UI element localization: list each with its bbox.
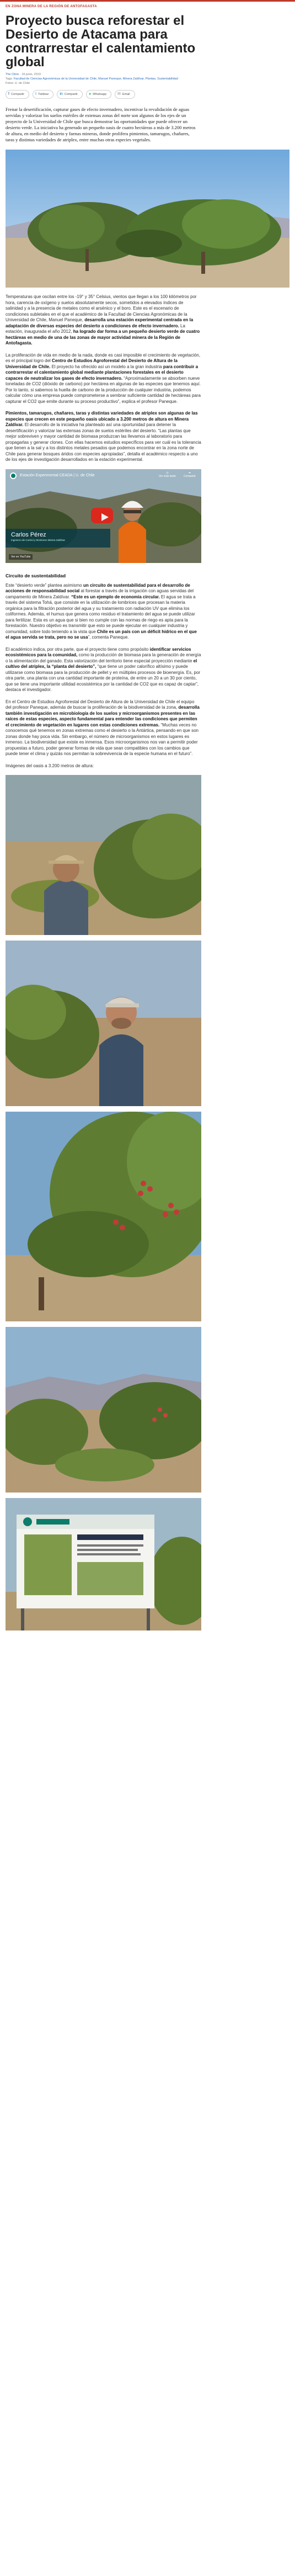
whatsapp-icon: ● [88, 92, 92, 96]
tags-label: Tags: [6, 77, 13, 81]
paragraph: La proliferación de vida en medio de la nada, donde es casi imposible el crecimiento de vegetación, es el principal logro del Centro de Estudios Agroforestal del Desierto de Altura de la Universidad de Chile. El proyecto ha ofrecido así un modelo a la gran industria para contribuir a contrarrestar el calentamiento global mediante plantaciones forestales en el desierto capaces de neutralizar los gases de efecto invernadero. “Aproximadamente se absorben nueve toneladas de CO2 (dióxido de carbono) por hectárea en algunas de las especies que tenemos aquí. Por lo tanto, si sabemos la huella de carbono de la producción de cualquier industria, podemos calcular cómo una empresa puede comprometerse a sembrar suficiente cantidad de hectáreas para capturar el CO2 que emite durante su proceso productivo”, explica el profesor Paneque. [6, 352, 201, 404]
man-with-cap-photo [6, 941, 201, 1106]
article-body [6, 294, 201, 463]
youtube-video-embed[interactable] [6, 469, 201, 563]
watch-on-youtube-link[interactable]: Ver en YouTube [9, 554, 33, 560]
email-icon: ✉ [117, 92, 121, 96]
linkedin-icon: in [60, 92, 63, 96]
ceada-sign-photo [6, 1498, 201, 1630]
publish-date: · 16 junio, 2019 · [19, 73, 43, 76]
paragraph: Temperaturas que oscilan entre los -19° y 35° Celsius, vientos que llegan a los 100 kilómetros por hora, carencia de oxígeno y suelos absolutamente secos, sometidos a elevados índices de salinidad y a la presencia de metales como el arsénico y el boro. Este es el escenario de condiciones subletales en el que el académico de la Facultad de Ciencias Agronómicas de la Universidad de Chile, Manuel Paneque, desarrolla una estación experimental centrada en la adaptación de diversas especies del desierto a condiciones de efecto invernadero. La estación, inaugurada el año 2012, ha logrado dar forma a un pequeño desierto verde de cuatro hectáreas en medio de una de las zonas de mayor actividad minera de la Región de Antofagasta. [6, 294, 200, 346]
paragraph: En el Centro de Estudios Agroforestal del Desierto de Altura de la Universidad de Chile el equipo del profesor Paneque, además de buscar la proliferación de la biodiversidad de la zona, desarrolla también investigación en microbiología de los suelos y microorganismos presentes en las raíces de estas especies, aspecto fundamental para entender las condiciones que permiten el crecimiento de vegetación en lugares con estas condiciones extremas. “Muchas veces no conocemos qué tenemos en zonas extremas como el desierto o la Antártica, pensando en que son zonas donde hay poca vida. Sin embargo, el número de microorganismos en estos lugares es inmenso. La biodiversidad que existe es inmensa. Esos microorganismos nos van a permitir poder propuestas a futuro, poder generar formas de vida que sean compatibles con los cambios que puede tener el clima y quizás nos permitan la sobrevivencia de la especie humana en el futuro”. [6, 699, 200, 756]
video-share-button[interactable]: ➦ Compartir [184, 471, 196, 478]
author-link[interactable]: The Clinic [6, 73, 19, 76]
hero-image [6, 150, 289, 288]
desert-trees-photo [6, 150, 289, 288]
play-button[interactable] [91, 508, 113, 523]
facebook-share-button[interactable]: f Compartir [6, 90, 29, 99]
section-heading: Circuito de sustentabilidad [6, 572, 66, 578]
channel-logo-icon [10, 472, 17, 479]
twitter-share-button[interactable]: t Twittear [33, 90, 53, 99]
pepper-tree-berries-photo [6, 1112, 201, 1321]
share-arrow-icon: ➦ [188, 471, 191, 475]
lower-third: Carlos Pérez Ingeniero de Control y Monitoreo Minera Zaldívar [6, 529, 110, 548]
gallery-image[interactable] [6, 775, 201, 935]
watch-later-button[interactable]: ◷ Ver más tarde [158, 471, 176, 478]
gallery-image[interactable] [6, 1112, 201, 1321]
twitter-icon: t [35, 92, 37, 96]
whatsapp-share-button[interactable]: ● Whatsapp [86, 90, 111, 99]
man-kneeling-photo [6, 775, 201, 935]
facebook-icon: f [8, 92, 9, 96]
paragraph: El académico indica, por otra parte, que el proyecto tiene como propósito identificar servicios ecosistémicos para la comunidad, como la producción de biomasa para la generación de energía o la alimentación del ganado. Esta valorización del territorio tiene especial proyección mediante el cultivo del atriplex, la “planta del desierto”, “que tiene un poder calorífico altísimo y puede utilizarse como biomasa para la producción de pellet y en múltiples procesos de bioenergía. Es, por otra parte, una planta con una cantidad importante de proteína, de entre un 20 a un 30 por ciento, que se tiene una importante utilidad ecosistémica por la cantidad de CO2 que es capaz de captar”, destaca el investigador. [6, 646, 201, 692]
gallery-image[interactable] [6, 941, 201, 1106]
article-body-2 [6, 573, 201, 769]
share-bar [6, 90, 289, 99]
tags-links[interactable]: Facultad de Ciencias Agronómicas de la Universidad de Chile, Manuel Paneque, Minera Zaldívar, Plantas, Sustentabilidad [13, 77, 178, 81]
article [0, 5, 295, 1630]
linkedin-share-button[interactable]: in Compartir [57, 90, 83, 99]
article-meta [6, 72, 289, 86]
video-title[interactable]: Estación Experimental CEADA | U. de Chile [10, 472, 95, 479]
article-lead: Frenar la desertificación, capturar gases de efecto invernadero, incentivar la revalidación de aguas servidas y valorizar los suelos estériles de extensas zonas del norte son algunos de los ejes de un proyecto de la Universidad de Chile que busca demostrar las oportunidades que puede ofrecer un desierto verde. La iniciativa ha generado un pequeño oasis de cuatro hectáreas a más de 3.200 metros de altura, en medio del desierto y faenas mineras, donde prolifera pimientos, tamarugos, chañares, taras y distintas variedades de atriplex, entre muchas otras especies vegetales. [6, 107, 196, 142]
gallery-image[interactable] [6, 1327, 201, 1493]
clock-icon: ◷ [166, 471, 169, 475]
email-share-button[interactable]: ✉ Email [115, 90, 135, 99]
video-actions [159, 471, 196, 478]
gallery-caption: Imágenes del oasis a 3.200 metros de altura: [6, 763, 94, 768]
gallery-image[interactable] [6, 1498, 201, 1630]
top-accent-bar [0, 0, 295, 2]
paragraph: Pimientos, tamarugos, chañares, taras y distintas variedades de atriplex son algunas de las especies que crecen en este pequeño oasis ubicado a 3.200 metros de altura en Minera Zaldívar. El desarrollo de la iniciativa ha planteado así una oportunidad para detener la desertificación y valorizar las extensas zonas de suelos estériles del desierto. “Las plantas que mejor sobreviven y mayor cantidad de biomasa produzcan las llevamos al laboratorio para propagarlas y generar clones. Con ellas hacemos estudios específicos para ver cuál es la tolerancia que tienen a la sal y a los distintos metales pesados que podemos encontrar en la zona norte de Chile para generar bosques áridos con especies apropiadas”, detalla el académico respecto a uno de los ejes de investigación desarrollados en la estación experimental. [6, 411, 201, 462]
photo-credit: Fotos: U. de Chile [6, 82, 30, 85]
paragraph: Este “desierto verde” plantea asimismo un circuito de sustentabilidad para el desarrollo de acciones de responsabilidad social al forestar a través de la irrigación con aguas servidas del campamento de Minera Zaldívar. “Este es un ejemplo de economía circular. El agua se trata a través del sistema Tohá, que consiste en la utilización de lombrices que procesan la materia orgánica para la filtración posterior del agua y su tratamiento con radiación UV que elimina los coliformes. Además, el humus que genera como residuo el tratamiento del agua se puede utilizar para fertilizar. Esta es un agua que si bien no cumple con las normas de riego es apta para la forestación. Nuestro objetivo es transmitir que esto se puede ejecutar en cualquier industria y comunidad, sobre todo teniendo a la vista que Chile es un país con un déficit hídrico en el que el agua servida se trata, pero no se usa”, comenta Paneque. [6, 582, 197, 640]
oasis-vegetation-photo [6, 1327, 201, 1493]
page-title: Proyecto busca reforestar el Desierto de Atacama para contrarrestar el calentamiento global [6, 13, 196, 70]
image-gallery [6, 775, 289, 1630]
section-label: EN ZONA MINERA DE LA REGIÓN DE ANTOFAGASTA [6, 5, 97, 8]
